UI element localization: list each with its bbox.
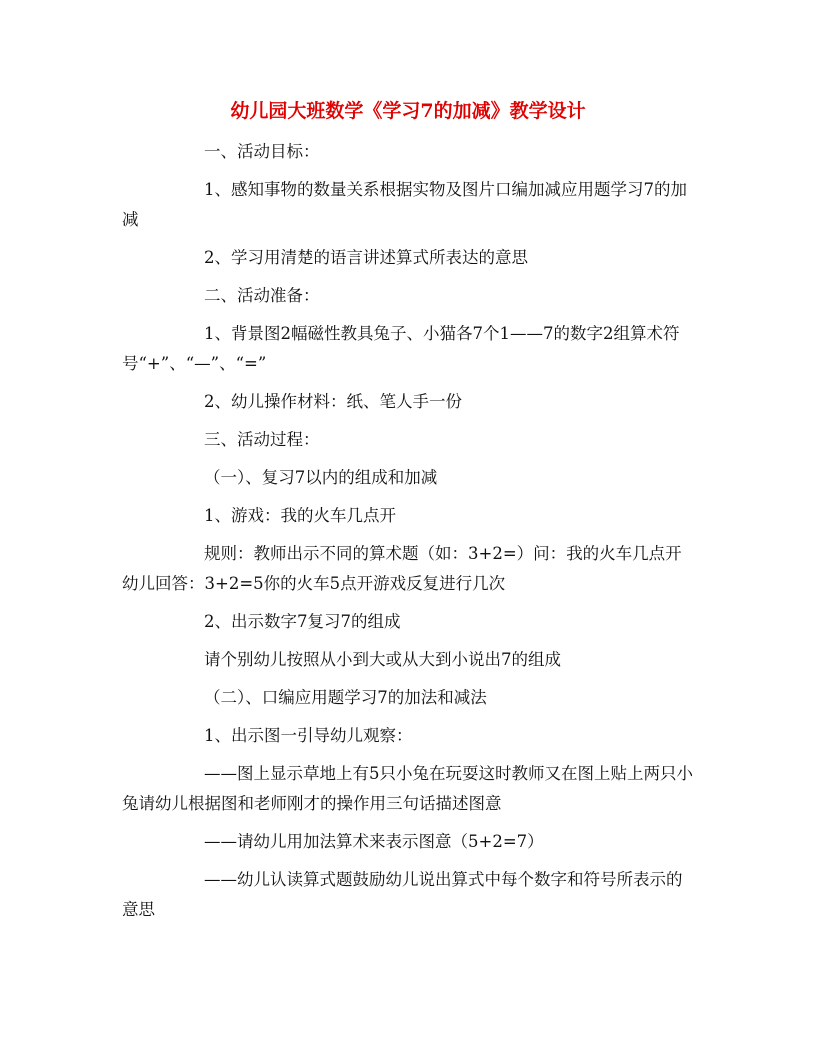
paragraph: 2、幼儿操作材料：纸、笔人手一份 <box>204 392 462 411</box>
paragraph: ——请幼儿用加法算术来表示图意（5+2=7） <box>204 832 544 851</box>
document-body <box>122 137 696 933</box>
paragraph: 1、背景图2幅磁性教具兔子、小猫各7个1——7的数字2组算术符号“+”、“—”、“=” <box>122 324 680 373</box>
document-title: 幼儿园大班数学《学习7的加减》教学设计 <box>230 100 586 122</box>
paragraph: 三、活动过程： <box>204 430 320 449</box>
paragraph: 1、游戏：我的火车几点开 <box>204 506 396 525</box>
paragraph: ——幼儿认读算式题鼓励幼儿说出算式中每个数字和符号所表示的意思 <box>122 870 683 919</box>
paragraph: 请个别幼儿按照从小到大或从大到小说出7的组成 <box>204 650 561 669</box>
paragraph: 2、学习用清楚的语言讲述算式所表达的意思 <box>204 248 528 267</box>
paragraph: ——图上显示草地上有5只小兔在玩耍这时教师又在图上贴上两只小兔请幼儿根据图和老师刚才的操作用三句话描述图意 <box>122 764 693 813</box>
paragraph: 1、感知事物的数量关系根据实物及图片口编加减应用题学习7的加减 <box>122 180 687 229</box>
paragraph: （一）、复习7以内的组成和加减 <box>204 468 438 487</box>
paragraph: 二、活动准备： <box>204 286 320 305</box>
paragraph: 2、出示数字7复习7的组成 <box>204 612 401 631</box>
paragraph: 一、活动目标： <box>204 142 320 161</box>
paragraph: 规则：教师出示不同的算术题（如：3+2=）问：我的火车几点开幼儿回答：3+2=5你的火车5点开游戏反复进行几次 <box>122 544 682 593</box>
paragraph: 1、出示图一引导幼儿观察： <box>204 726 413 745</box>
paragraph: （二）、口编应用题学习7的加法和减法 <box>204 688 487 707</box>
